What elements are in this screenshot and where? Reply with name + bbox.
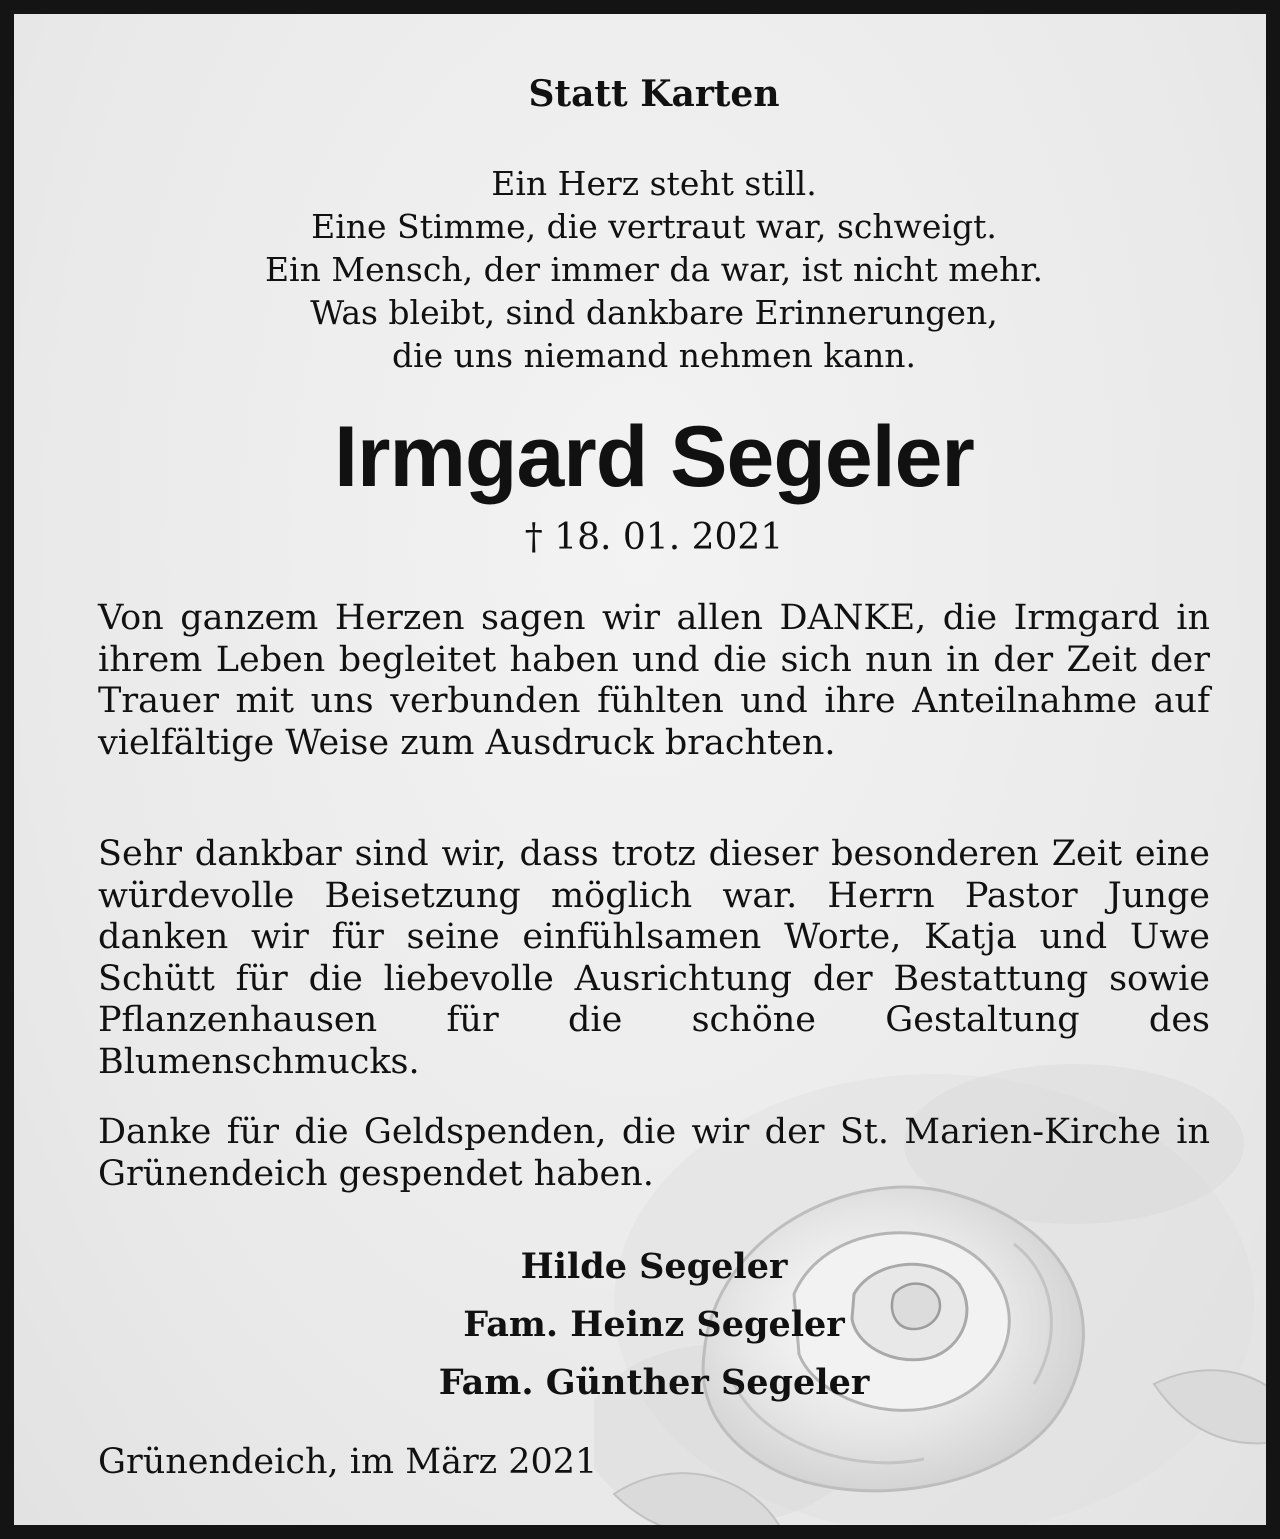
signatory: Fam. Heinz Segeler <box>463 1304 845 1345</box>
poem-line: Ein Mensch, der immer da war, ist nicht mehr. <box>264 250 1044 289</box>
thanks-paragraph: Danke für die Geldspenden, die wir der St. Marien-Kirche in Grünendeich gespendet haben. <box>98 1112 1210 1194</box>
poem-line: Was bleibt, sind dankbare Erinnerungen, <box>310 293 998 332</box>
notice-heading: Statt Karten <box>528 73 780 115</box>
death-date: † 18. 01. 2021 <box>524 517 784 558</box>
poem-line: Eine Stimme, die vertraut war, schweigt. <box>311 207 997 246</box>
poem-line: die uns niemand nehmen kann. <box>391 336 917 375</box>
signatories <box>98 1238 1210 1412</box>
thanks-paragraph: Von ganzem Herzen sagen wir allen DANKE, die Irmgard in ihrem Leben begleitet haben und die sich nun in der Zeit der Trauer mit uns verbunden fühlten und ihre Anteilnahme auf vielfältige Weise zum Ausdruck brachten. <box>98 598 1210 763</box>
place-and-date: Grünendeich, im März 2021 <box>98 1442 598 1482</box>
deceased-name: Irmgard Segeler <box>334 409 974 505</box>
signatory: Hilde Segeler <box>520 1246 788 1287</box>
poem-line: Ein Herz steht still. <box>491 164 817 203</box>
thanks-paragraph: Sehr dankbar sind wir, dass trotz dieser besonderen Zeit eine würdevolle Beisetzung möglich war. Herrn Pastor Junge danken wir für seine einfühlsamen Worte, Katja und Uwe Schütt für die liebevolle Ausrichtung der Bestattung sowie Pflanzenhausen für die schöne Gestaltung des Blumenschmucks. <box>98 834 1210 1082</box>
signatory: Fam. Günther Segeler <box>438 1362 870 1403</box>
memorial-poem <box>98 162 1210 377</box>
